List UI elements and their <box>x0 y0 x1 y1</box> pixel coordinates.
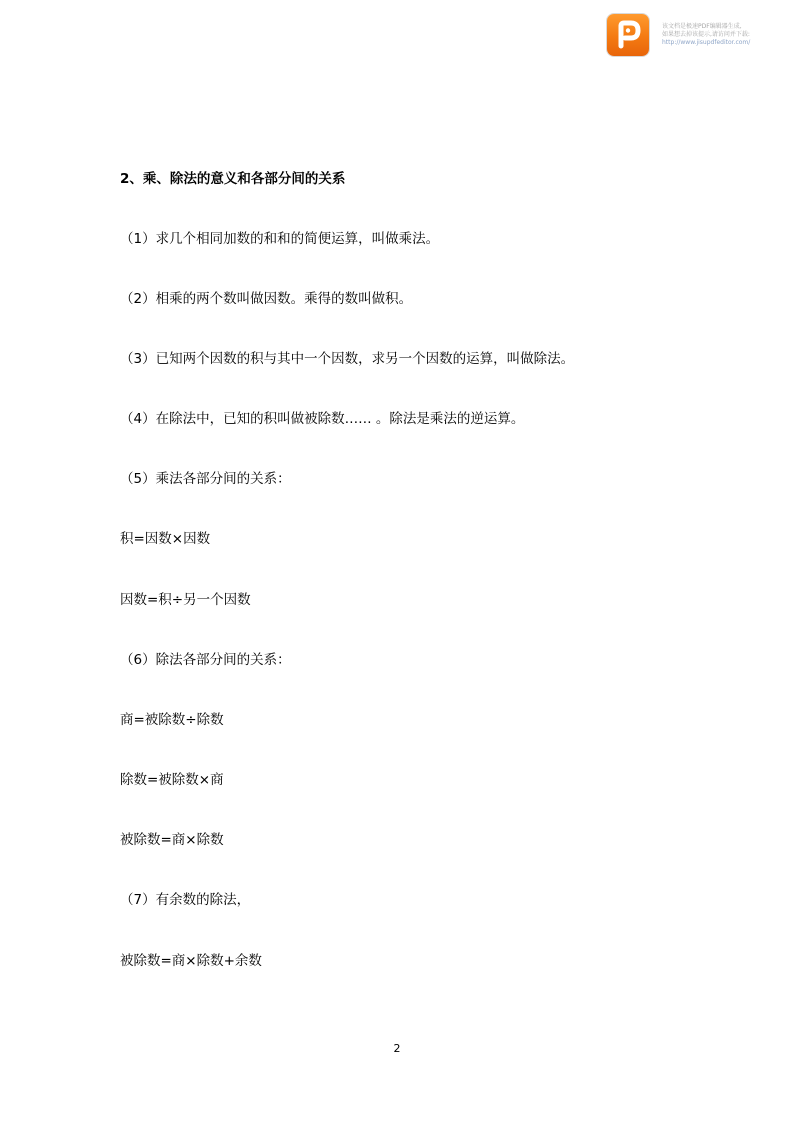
page-number: 2 <box>393 1042 401 1055</box>
paragraph-7: （7）有余数的除法， <box>120 892 251 908</box>
paragraph-6: （6）除法各部分间的关系： <box>120 652 291 668</box>
p-logo-icon <box>607 14 649 56</box>
section-heading: 2、乘、除法的意义和各部分间的关系 <box>120 171 346 187</box>
paragraph-2: （2）相乘的两个数叫做因数。乘得的数叫做积。 <box>120 291 413 307</box>
formula-quotient: 商=被除数÷除数 <box>120 712 224 728</box>
watermark-line-2: 如果想去掉该提示,请访问并下载: <box>662 31 750 38</box>
formula-remainder: 被除数=商×除数+余数 <box>120 953 262 969</box>
watermark-url: http://www.jisupdfeditor.com/ <box>662 39 751 46</box>
paragraph-5: （5）乘法各部分间的关系： <box>120 471 291 487</box>
formula-factor: 因数=积÷另一个因数 <box>120 592 251 608</box>
watermark-line-1: 该文档是极速PDF编辑器生成, <box>662 23 742 30</box>
paragraph-4: （4）在除法中，已知的积叫做被除数…… 。除法是乘法的逆运算。 <box>120 411 525 427</box>
paragraph-1: （1）求几个相同加数的和和的简便运算，叫做乘法。 <box>120 231 440 247</box>
paragraph-3: （3）已知两个因数的积与其中一个因数，求另一个因数的运算，叫做除法。 <box>120 351 575 367</box>
formula-dividend: 被除数=商×除数 <box>120 832 224 848</box>
formula-product: 积=因数×因数 <box>120 531 211 547</box>
pdf-editor-logo <box>607 14 649 56</box>
formula-divisor: 除数=被除数×商 <box>120 772 224 788</box>
watermark-notice <box>662 23 790 47</box>
